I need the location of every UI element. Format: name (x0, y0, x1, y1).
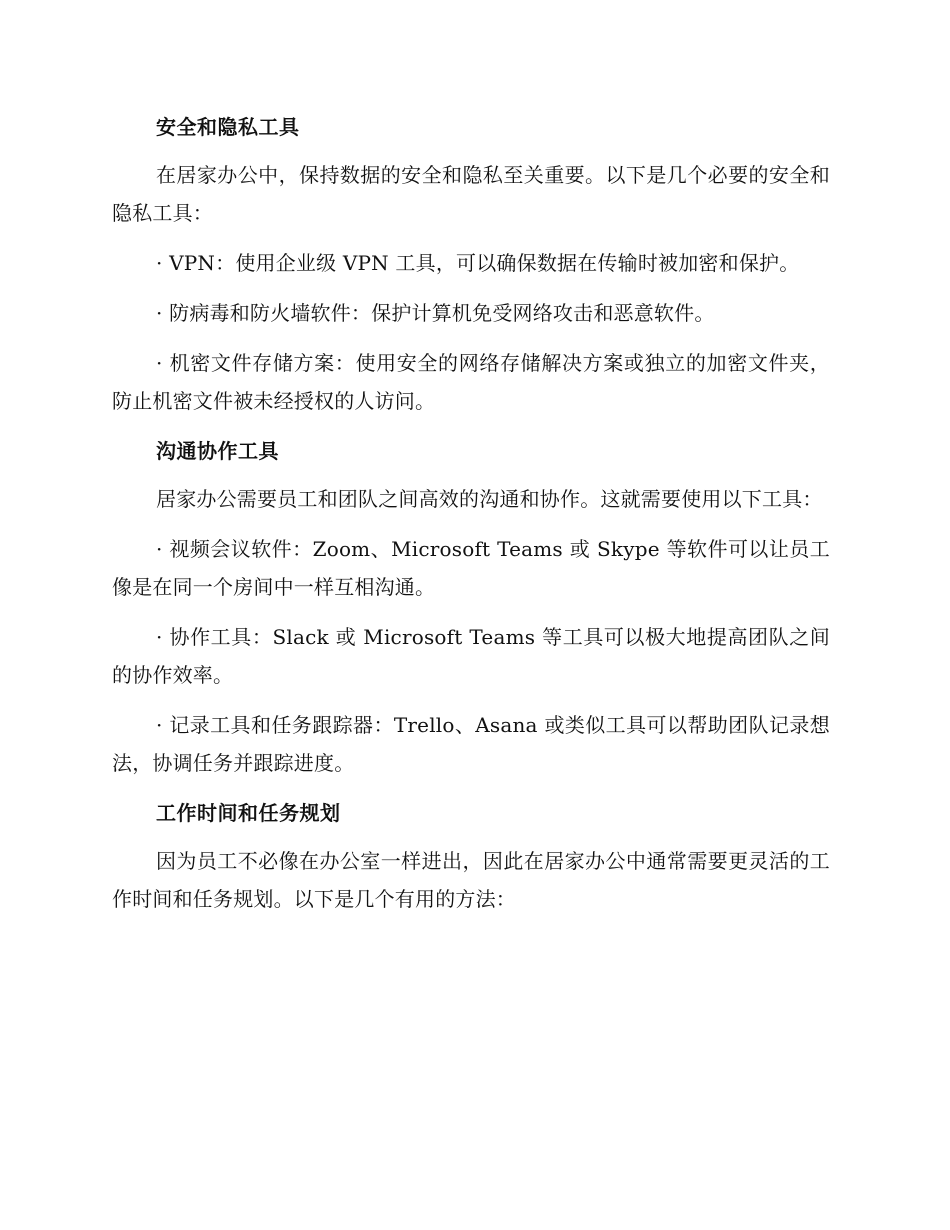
list-item-task-tracker: · 记录工具和任务跟踪器：Trello、Asana 或类似工具可以帮助团队记录想法，协调任务并跟踪进度。 (112, 713, 830, 775)
section-intro-scheduling: 因为员工不必像在办公室一样进出，因此在居家办公中通常需要更灵活的工作时间和任务规划。以下是几个有用的方法： (112, 849, 830, 911)
list-item-collaboration-tools: · 协作工具：Slack 或 Microsoft Teams 等工具可以极大地提高团队之间的协作效率。 (112, 625, 830, 687)
section-intro-collaboration: 居家办公需要员工和团队之间高效的沟通和协作。这就需要使用以下工具： (156, 487, 823, 511)
section-heading-scheduling: 工作时间和任务规划 (156, 801, 341, 825)
section-heading-collaboration: 沟通协作工具 (156, 439, 279, 463)
document-body (112, 108, 830, 930)
section-intro-security: 在居家办公中，保持数据的安全和隐私至关重要。以下是几个必要的安全和隐私工具： (112, 163, 830, 225)
list-item-video-conferencing: · 视频会议软件：Zoom、Microsoft Teams 或 Skype 等软件可以让员工像是在同一个房间中一样互相沟通。 (112, 537, 830, 599)
list-item-vpn: · VPN：使用企业级 VPN 工具，可以确保数据在传输时被加密和保护。 (156, 251, 800, 275)
list-item-file-storage: · 机密文件存储方案：使用安全的网络存储解决方案或独立的加密文件夹，防止机密文件被未经授权的人访问。 (112, 351, 830, 413)
section-heading-security: 安全和隐私工具 (156, 115, 300, 139)
list-item-antivirus: · 防病毒和防火墙软件：保护计算机免受网络攻击和恶意软件。 (156, 301, 715, 325)
